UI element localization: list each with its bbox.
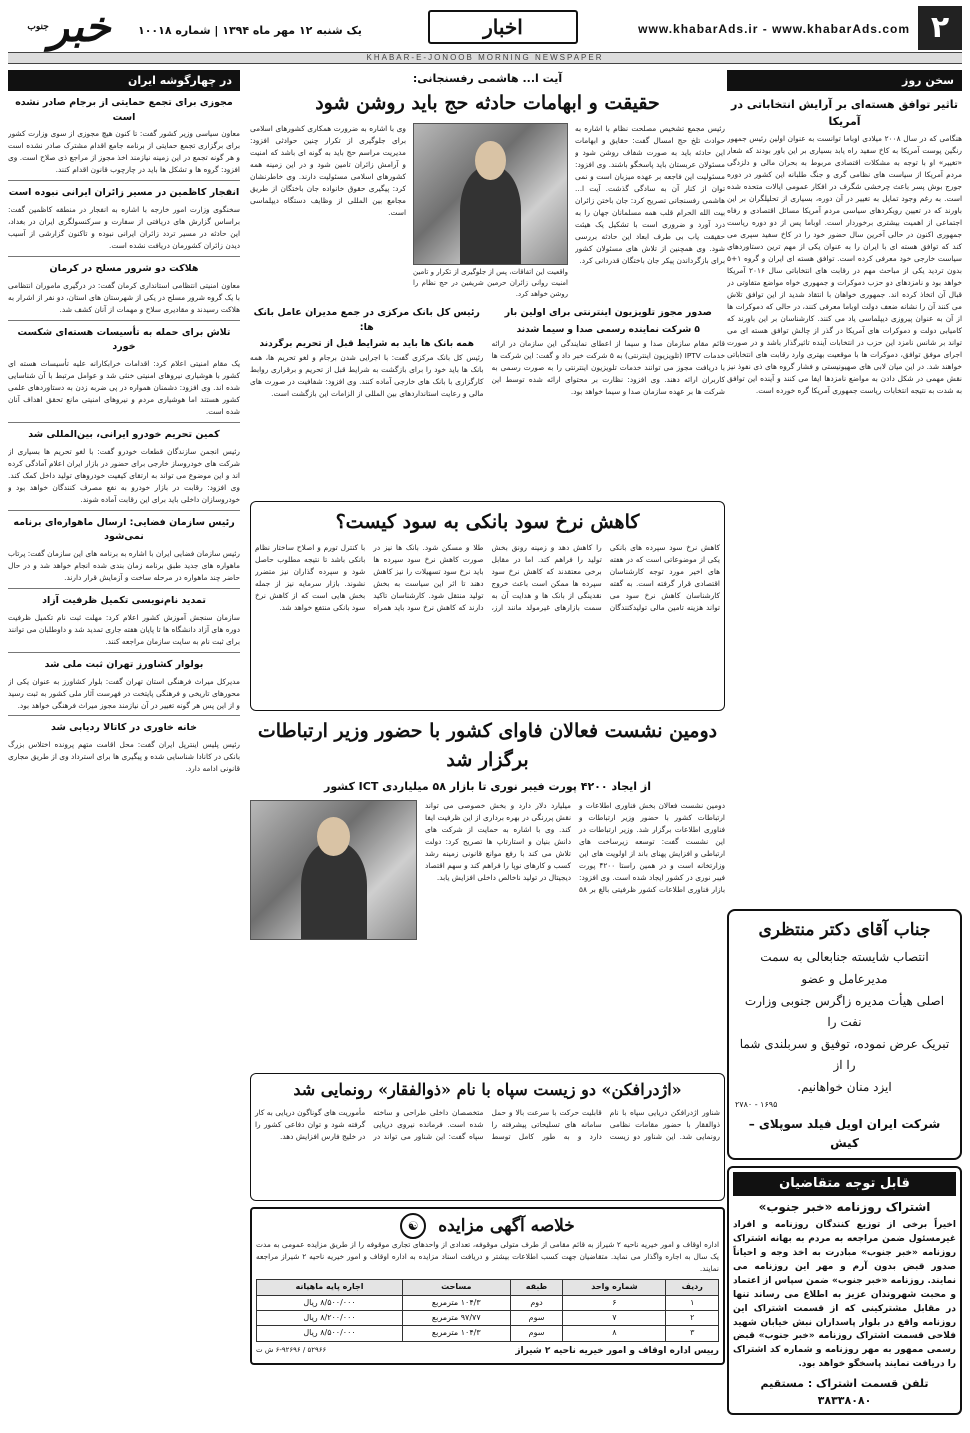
ict-title: دومین نشست فعالان فاوای کشور با حضور وزیر ارتباطات برگزار شد	[257, 720, 718, 772]
interest-rate-article	[250, 501, 725, 711]
ad-sign: شرکت ایران اویل فیلد سوپلای – کیش	[748, 1117, 941, 1150]
newspaper-logo	[8, 2, 128, 52]
cell: ۲	[666, 1311, 719, 1326]
right-column	[727, 70, 962, 1427]
table-row	[257, 1311, 719, 1326]
news-item	[8, 516, 240, 584]
person-figure	[301, 842, 367, 939]
col-header: مساحت	[403, 1280, 511, 1295]
cell: ۸/۵۰۰/۰۰۰ ریال	[257, 1326, 403, 1341]
column-tag: در چهارگوشه ایران	[8, 70, 240, 91]
section-title: اخبار	[428, 10, 578, 44]
cell: ۳	[666, 1326, 719, 1341]
news-title: بولوار کشاورز تهران ثبت ملی شد	[44, 658, 204, 670]
news-item	[8, 721, 240, 775]
ad-title: جناب آقای دکتر منتظری	[758, 920, 931, 941]
table-row	[257, 1326, 719, 1341]
news-item	[8, 428, 240, 506]
news-title: تمدید نام‌نویسی تکمیل ظرفیت آزاد	[42, 595, 206, 607]
cb-body: رئیس کل بانک مرکزی گفت: با اجرایی شدن برجام و لغو تحریم ها، همه بانک ها باید خود را برای بازگشت به شرایط قبل از تحریم و برقراری روابط کارگزاری با بانک های خارجی آماده کنند. وی افزود: شفافیت در صورت های مالی و رعایت استانداردهای بین المللی از الزامات این بازگشت است.	[250, 353, 484, 399]
iptv-title: صدور مجوز تلویزیون اینترنتی برای اولین بار	[504, 307, 712, 319]
news-item	[8, 326, 240, 418]
ict-article	[250, 717, 725, 1067]
news-body: رئیس سازمان فضایی ایران با اشاره به برنامه های این سازمان گفت: پرتاب ماهواره های جدید طبق برنامه زمان بندی شده انجام خواهد شد و در حال حاضر چند ماهواره در مرحله ساخت و آزمایش قرار دارند.	[8, 549, 240, 583]
hashemi-photo	[413, 123, 568, 265]
lead-text-left	[250, 123, 406, 300]
subscribe-subtitle: اشتراک روزنامه «خبر جنوب»	[758, 1200, 931, 1215]
news-item	[8, 96, 240, 176]
news-title: خانه خاوری در کاتالا ردیابی شد	[51, 722, 197, 734]
news-body: معاون امنیتی انتظامی استانداری کرمان گفت: در درگیری ماموران انتظامی با یک گروه شرور مسلح در یکی از شهرستان های استان، دو نفر از اشرار به هلاکت رسیدند و مقادیری سلاح و مهمات از آنان کشف شد.	[8, 280, 240, 314]
cb-kicker: همه بانک ها باید به شرایط قبل از تحریم برگردند	[259, 339, 474, 350]
logo-text: خبر	[48, 2, 111, 51]
subscribe-body: اخیراً برخی از توزیع کنندگان روزنامه و افراد غیرمسئول ضمن مراجعه به مردم به بهانه اشتراک روزنامه «خبر جنوب» مبادرت به اخذ وجه و احیاناً صدور قبض بدون آرم و مهر این روزنامه می نمایند. روزنامه «خبر جنوب» ضمن سپاس از اعتماد و محبت شهروندان عزیز به اطلاع می رساند تنها در مقابل مشترکینی که از قسمت اشتراک این روزنامه واقع در بلوار پاسداران نبش خیابان شهید فلاحی قسمت اشتراک روزنامه «خبر جنوب» قبض رسمی ممهور به مهر روزنامه و شماره کد اشتراک را دریافت نمایند پاسخگو خواهد بود.	[733, 1219, 956, 1370]
column-tag: سخن روز	[727, 70, 962, 91]
cell: ۹۷/۷۷ مترمربع	[403, 1311, 511, 1326]
lead-kicker: آیت ا... هاشمی رفسنجانی:	[412, 72, 563, 85]
news-title: کمین تحریم خودرو ایرانی، بین‌المللی شد	[28, 429, 220, 441]
news-title: مجوزی برای تجمع حمایتی از برجام صادر نشده است	[15, 97, 233, 123]
auction-code: ۵۲۹۶۶ / ۶-۹۲۶۹۶ ش ت	[256, 1345, 327, 1354]
divider	[8, 256, 240, 257]
table-row	[257, 1295, 719, 1310]
iptv-story	[492, 306, 726, 492]
iptv-body: قائم مقام سازمان صدا و سیما از اعطای نمایندگی این سازمان در ارائه خدمات IPTV (تلویزیون اینترنتی) به ۵ شرکت خبر داد و گفت: این شرکت ها با دریافت مجوز می توانند خدمات تلویزیون اینترنتی را به صورت رسمی به کاربران ارائه دهند. وی افزود: نظارت بر محتوای ارائه شده توسط این شرکت ها بر عهده سازمان صدا و سیما خواهد بود.	[491, 338, 725, 396]
col-header: ردیف	[666, 1280, 719, 1295]
news-item	[8, 594, 240, 648]
news-item	[8, 186, 240, 252]
cell: سوم	[510, 1326, 563, 1341]
photo-caption: واقعیت این اتفاقات، پس از جلوگیری از تکرار و تامین امنیت روانی زائران حرمین شریفین در حج نظام را روشن خواهد کرد.	[413, 268, 568, 299]
divider	[8, 422, 240, 423]
lead-article	[250, 70, 725, 495]
cell: دوم	[510, 1295, 563, 1310]
news-body: سازمان سنجش آموزش کشور اعلام کرد: مهلت ثبت نام تکمیل ظرفیت دوره های آزاد دانشگاه ها تا پایان هفته جاری تمدید شد و داوطلبان می توانند برای ثبت نام به سایت سازمان مراجعه کنند.	[8, 612, 240, 646]
masthead	[8, 2, 962, 58]
middle-column	[250, 70, 725, 1427]
divider	[8, 510, 240, 511]
news-item	[8, 262, 240, 316]
news-body: سخنگوی وزارت امور خارجه با اشاره به انفجار در منطقه کاظمین گفت: براساس گزارش های دریافتی از سفارت و سرکنسولگری ایران در بغداد، این حادثه در مسیر تردد زائران ایرانی نبوده و تاکنون گزارشی از آسیب دیدن زائران کشورمان دریافت نشده است.	[8, 205, 240, 251]
navy-title: «اژدرافکن» دو زیست سپاه با نام «ذوالفقار» رونمایی شد	[293, 1080, 682, 1099]
col-header: شماره واحد	[563, 1280, 666, 1295]
divider	[8, 180, 240, 181]
news-title: رئیس سازمان فضایی: ارسال ماهواره‌ای برنامه نمی‌شود	[13, 516, 235, 543]
cell: ۱۰۴/۳ مترمربع	[403, 1326, 511, 1341]
iptv-kicker: ۵ شرکت نماینده رسمی صدا و سیما شدند	[516, 324, 700, 335]
cell: ۸/۲۰۰/۰۰۰ ریال	[257, 1311, 403, 1326]
divider	[8, 715, 240, 716]
left-column	[8, 70, 240, 1427]
news-body: رئیس انجمن سازندگان قطعات خودرو گفت: با لغو تحریم ها بسیاری از شرکت های خودروساز خارجی برای حضور در بازار ایران اعلام آمادگی کرده اند و این موضوع می تواند به ارتقای کیفیت خودروهای تولید داخل کمک کند. وی افزود: رقابت در بازار خودرو به نفع مصرف کنندگان خواهد بود و خودروسازان داخلی باید برای این رقابت آماده شوند.	[8, 446, 240, 504]
lead-text-right	[575, 123, 725, 300]
editorial-headline: تاثیر توافق هسته‌ای بر آرایش انتخاباتی در آمریکا	[731, 98, 958, 129]
ict-text	[425, 800, 725, 1067]
lead-body-continued: وی با اشاره به ضرورت همکاری کشورهای اسلامی برای جلوگیری از تکرار چنین حوادثی افزود: مدیریت مراسم حج باید به گونه ای باشد که امنیت و آرامش زائران تامین شود و در این زمینه همه کشورهای اسلامی مسئولیت دارند. وی خاطرنشان کرد: پیگیری حقوق خانواده جان باختگان از طریق مجامع بین المللی از وظایف دستگاه دیپلماسی است.	[250, 124, 406, 218]
ad-code: ۱۶۹۵ - ۲۷۸۰	[735, 1099, 778, 1109]
page-number: ۲	[918, 6, 962, 50]
cell: ۷	[563, 1311, 666, 1326]
cell: سوم	[510, 1311, 563, 1326]
news-title: انفجار کاظمین در مسیر زائران ایرانی نبوده است	[8, 187, 240, 199]
auction-notice	[250, 1207, 725, 1365]
cell: ۸/۵۰۰/۰۰۰ ریال	[257, 1295, 403, 1310]
masthead-band: KHABAR-E-JONOOB MORNING NEWSPAPER	[8, 52, 962, 64]
auction-sign: رییس اداره اوقاف و امور خیریه ناحیه ۲ شیراز	[515, 1345, 719, 1356]
ict-body: دومین نشست فعالان بخش فناوری اطلاعات و ارتباطات کشور با حضور وزیر ارتباطات و فناوری اطلاعات برگزار شد. وزیر ارتباطات در این نشست گفت: توسعه زیرساخت های ارتباطی و افزایش پهنای باند از اولویت های این وزارتخانه است و در همین راستا ۴۲۰۰ پورت فیبر نوری در کشور ایجاد شده است. وی افزود: بازار فناوری اطلاعات کشور ظرفیتی بالغ بر ۵۸ میلیارد دلار دارد و بخش خصوصی می تواند نقش پررنگی در بهره برداری از این ظرفیت ایفا کند. وی با اشاره به حمایت از شرکت های دانش بنیان و استارتاپ ها تصریح کرد: دولت تلاش می کند با رفع موانع قانونی زمینه رشد کسب و کارهای نوپا را فراهم کند و سهم اقتصاد دیجیتال در تولید ناخالص داخلی افزایش یابد.	[425, 800, 725, 894]
minister-photo	[250, 800, 417, 940]
ad-line: اصلی هیأت مدیره زاگرس جنوبی وزارت نفت را	[744, 993, 945, 1030]
central-bank-story	[250, 306, 484, 492]
news-body: رئیس پلیس اینترپل ایران گفت: محل اقامت متهم پرونده اختلاس بزرگ بانکی در کانادا شناسایی شده و پیگیری ها برای استرداد وی از طریق مجاری قانونی ادامه دارد.	[8, 740, 240, 774]
auction-table	[256, 1279, 719, 1342]
congrats-ad	[727, 909, 962, 1160]
site-url[interactable]: www.khabarAds.ir - www.khabarAds.com	[638, 22, 910, 36]
navy-article	[250, 1073, 725, 1201]
lead-body: رئیس مجمع تشخیص مصلحت نظام با اشاره به حوادث تلخ حج امسال گفت: حقایق و ابهامات این حادثه باید به صورت شفاف روشن شود و مسئولان عربستان باید پاسخگو باشند. وی افزود: مسئولیت این فاجعه بر عهده میزبان است و نمی توان از کنار آن به سادگی گذشت. آیت ا... هاشمی رفسنجانی تصریح کرد: جان باختن زائران بیت الله الحرام قلب همه مسلمانان جهان را به درد آورد و ضروری است با تشکیل یک هیئت حقیقت یاب بی طرف ابعاد این حادثه بررسی شود. وی همچنین از تلاش های مسئولان کشور برای بازگرداندن پیکر جان باختگان قدردانی کرد.	[575, 124, 725, 266]
person-face	[317, 817, 350, 856]
person-figure	[460, 166, 521, 264]
cell: ۶	[563, 1295, 666, 1310]
divider	[8, 652, 240, 653]
cb-title: رئیس کل بانک مرکزی در جمع مدیران عامل بانک ها:	[253, 307, 480, 333]
col-header: طبقه	[510, 1280, 563, 1295]
auction-title: خلاصه آگهی مزایده	[438, 1216, 575, 1236]
subscribe-title: قابل توجه متقاضیان	[733, 1172, 956, 1196]
subscribe-phone: تلفن قسمت اشتراک : مستقیم ۳۸۳۳۸۰۸۰	[760, 1377, 929, 1408]
rate-body: کاهش نرخ سود سپرده های بانکی یکی از موضوعاتی است که در هفته های اخیر مورد توجه کارشناسان اقتصادی قرار گرفته است. به گفته کارشناسان کاهش نرخ سود می تواند هزینه تامین مالی تولیدکنندگان را کاهش دهد و زمینه رونق بخش تولید را فراهم کند. اما در مقابل برخی معتقدند که کاهش نرخ سود سپرده ها ممکن است باعث خروج نقدینگی از بانک ها و هدایت آن به سمت بازارهای غیرمولد مانند ارز، طلا و مسکن شود. بانک ها نیز در صورت کاهش نرخ سود سپرده ها باید نرخ سود تسهیلات را نیز کاهش دهند تا اثر این سیاست به بخش تولید منتقل شود. کارشناسان تاکید دارند که کاهش نرخ سود باید همراه با کنترل تورم و اصلاح ساختار نظام بانکی باشد تا نتیجه مطلوب حاصل شود و سپرده گذاران نیز متضرر نشوند. بازار سرمایه نیز از جمله بخش هایی است که از کاهش نرخ سود بانکی منتفع خواهد شد.	[255, 543, 720, 613]
news-item	[8, 658, 240, 712]
cell: ۱	[666, 1295, 719, 1310]
news-body: معاون سیاسی وزیر کشور گفت: تا کنون هیچ مجوزی از سوی وزارت کشور برای برگزاری تجمع حمایتی از برنامه جامع اقدام مشترک صادر نشده است و هر گونه تجمع در این زمینه نیازمند اخذ مجوز از مراجع ذی صلاح است. وی افزود: گروه ها و تشکل ها باید در چارچوب قانون اقدام کنند.	[8, 129, 240, 175]
person-face	[475, 141, 506, 180]
ad-line: تبریک عرض نموده، توفیق و سربلندی شما را از	[739, 1036, 950, 1073]
navy-body: شناور اژدرافکن دریایی سپاه با نام ذوالفقار با حضور مقامات نظامی رونمایی شد. این شناور دو زیست قابلیت حرکت با سرعت بالا و حمل سامانه های تسلیحاتی پیشرفته را دارد و به طور کامل توسط متخصصان داخلی طراحی و ساخته شده است. فرمانده نیروی دریایی سپاه گفت: این شناور می تواند در مأموریت های گوناگون دریایی به کار گرفته شود و توان دفاعی کشور را در خلیج فارس افزایش دهد.	[255, 1107, 720, 1141]
col-header: اجاره پایه ماهیانه	[257, 1280, 403, 1295]
rate-title: کاهش نرخ سود بانکی به سود کیست؟	[335, 511, 640, 533]
news-title: هلاکت دو شرور مسلح در کرمان	[49, 263, 199, 275]
divider	[8, 320, 240, 321]
ad-line: انتصاب شایسته جنابعالی به سمت مدیرعامل و عضو	[760, 950, 929, 987]
auction-header-row	[257, 1280, 719, 1295]
awqaf-emblem-icon: ☯	[400, 1213, 426, 1239]
ad-line: ایزد منان خواهانیم.	[797, 1080, 892, 1095]
ict-kicker: از ایجاد ۴۲۰۰ پورت فیبر نوری تا بازار ۵۸ میلیاردی ICT کشور	[324, 779, 651, 793]
auction-intro: اداره اوقاف و امور خیریه ناحیه ۲ شیراز به قائم مقامی از طرف متولی موقوفه، تعدادی از واحدهای تجاری موقوفه را از طریق مزایده عمومی به مدت یک سال به اجاره واگذار می نماید. متقاضیان جهت کسب اطلاعات بیشتر و دریافت اسناد مزایده به اداره اوقاف و امور خیریه ناحیه ۲ شیراز مراجعه نمایند.	[256, 1240, 720, 1274]
editorial-body: هنگامی که در سال ۲۰۰۸ میلادی اوباما توانست به عنوان اولین رئیس جمهور رنگین پوست آمریکا به کاخ سفید راه یابد بسیاری بر این باور بودند که شعار «تغییر» او با توجه به مشکلات اقتصادی مربوط به بحران مالی و دلزدگی مردم آمریکا از سیاست های نظامی گری و جنگ طلبانه این کشور در دوره جورج بوش پسر باعث چرخشی شگرف در افکار عمومی ایالات متحده شده است. به رغم وجود تمایل به تغییر در آن دوره، بسیاری از تحلیلگران بر این باورند که در تعیین رویکردهای سیاسی مردم آمریکا مسائل اقتصادی و رفاه اجتماعی از اهمیت بیشتری برخوردار است. اوباما پس از دو دوره ریاست جمهوری اکنون در حالی آخرین سال حضور خود را در کاخ سفید سپری می کند که توافق هسته ای با ایران را به عنوان یکی از مهم ترین دستاوردهای سیاست خارجی خود معرفی کرده است. توافق هسته ای ایران و گروه ۱+۵ بدون تردید یکی از مباحث مهم در رقابت های انتخاباتی سال ۲۰۱۶ آمریکا خواهد بود و نامزدهای دو حزب دموکرات و جمهوری خواه مواضع متفاوتی در قبال آن اتخاذ کرده اند. جمهوری خواهان با انتقاد شدید از این توافق تلاش می کنند آن را نشانه ضعف دولت اوباما معرفی کنند، در حالی که دموکرات ها از آن به عنوان پیروزی دیپلماسی یاد می کنند. کارشناسان بر این باورند که کامیابی دولت و دموکرات های آمریکا در گذر از چالش توافق هسته ای می تواند بر شانس نامزد این حزب در انتخابات آینده تاثیرگذار باشد و در صورت اجرای موفق توافق، دموکرات ها با موقعیت بهتری وارد رقابت های انتخاباتی خواهند شد. در این میان لابی های صهیونیستی و فشار گروه های ذی نفوذ نیز نقش مهمی در شکل دادن به مواضع نامزدها ایفا می کنند و آینده این توافق به شدت به نتیجه انتخابات ریاست جمهوری آمریکا گره خورده است.	[727, 134, 962, 395]
lead-photo-wrap	[413, 123, 568, 300]
logo-sub: جنوب	[27, 22, 49, 32]
issue-date: یک شنبه ۱۲ مهر ماه ۱۳۹۴ | شماره ۱۰۰۱۸	[138, 24, 362, 37]
news-title: تلاش برای حمله به تأسیسات هسته‌ای شکست خورد	[17, 326, 231, 353]
news-body: یک مقام امنیتی اعلام کرد: اقدامات خرابکارانه علیه تأسیسات هسته ای کشور با هوشیاری نیروهای امنیتی خنثی شد و عوامل مرتبط با آن شناسایی شده اند. وی افزود: دشمنان همواره در پی ضربه زدن به دستاوردهای علمی کشور هستند اما هوشیاری مردم و نیروهای امنیتی مانع تحقق اهداف آنان شده است.	[8, 359, 240, 417]
cell: ۸	[563, 1326, 666, 1341]
divider	[8, 588, 240, 589]
subscription-notice	[727, 1166, 962, 1415]
cell: ۱۰۴/۳ مترمربع	[403, 1295, 511, 1310]
lead-title: حقیقت و ابهامات حادثه حج باید روشن شود	[315, 92, 660, 115]
news-body: مدیرکل میراث فرهنگی استان تهران گفت: بلوار کشاورز به عنوان یکی از محورهای تاریخی و فرهنگی پایتخت در فهرست آثار ملی کشور به ثبت رسید و از این پس هر گونه تغییر در آن نیازمند مجوز میراث فرهنگی خواهد بود.	[8, 676, 240, 710]
